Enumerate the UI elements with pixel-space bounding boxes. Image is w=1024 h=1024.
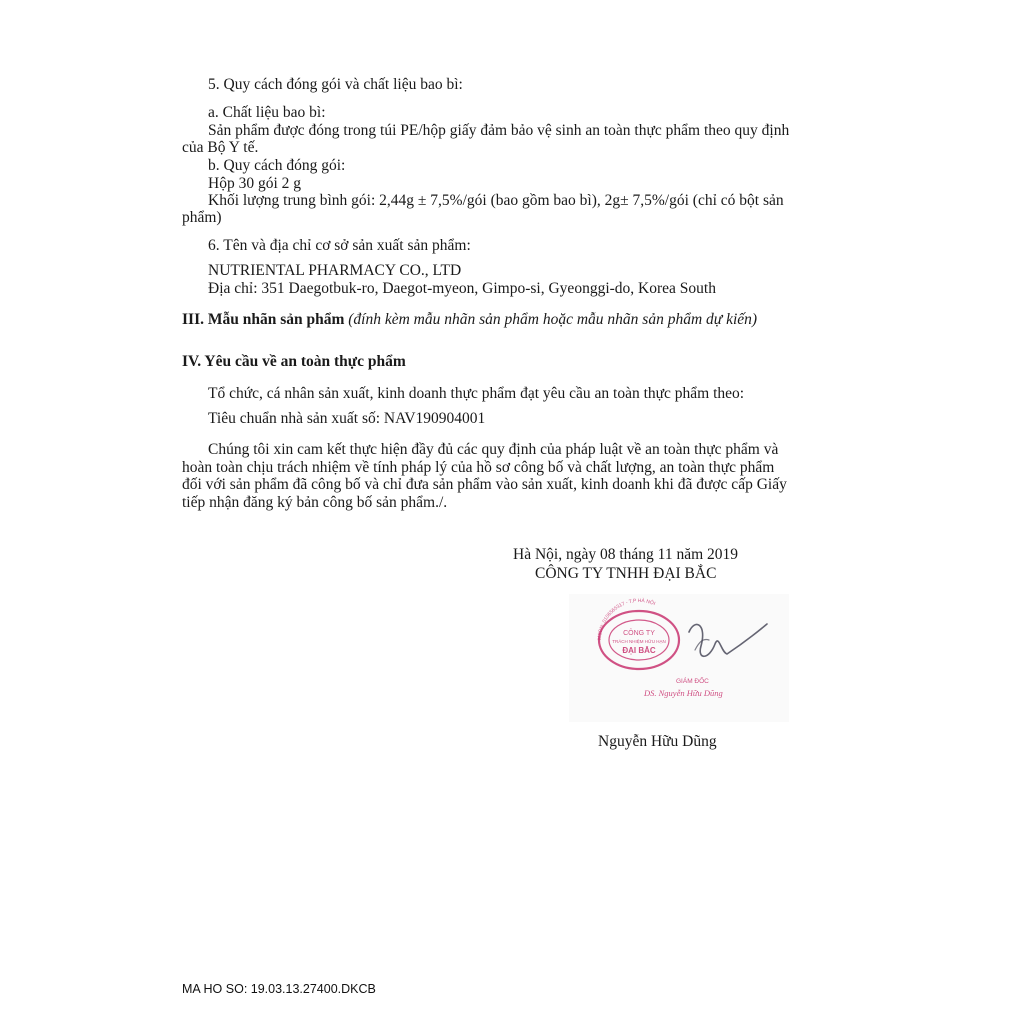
commitment-text-2: hoàn toàn chịu trách nhiệm về tính pháp lý của hồ sơ công bố và chất lượng, an toàn thực phẩm: [182, 459, 775, 476]
section-iii-note: (đính kèm mẫu nhãn sản phẩm hoặc mẫu nhãn sản phẩm dự kiến): [348, 311, 758, 328]
packaging-spec-weight-cont: phẩm): [182, 209, 222, 226]
commitment-text-3: đối với sản phẩm đã công bố và chỉ đưa sản phẩm vào sản xuất, kinh doanh khi đã được cấp Giấy: [182, 476, 787, 493]
place-and-date: Hà Nội, ngày 08 tháng 11 năm 2019: [513, 546, 738, 563]
manufacturer-standard: Tiêu chuẩn nhà sản xuất số: NAV190904001: [208, 410, 486, 427]
seal-line-1: CÔNG TY: [623, 630, 655, 637]
packaging-material-label: a. Chất liệu bao bì:: [208, 104, 326, 121]
director-title: GIÁM ĐỐC: [676, 678, 709, 685]
packaging-spec-label: b. Quy cách đóng gói:: [208, 157, 346, 174]
packaging-spec-box: Hộp 30 gói 2 g: [208, 175, 301, 192]
commitment-text-4: tiếp nhận đăng ký bản công bố sản phẩm./.: [182, 494, 448, 511]
director-script-name: DS. Nguyễn Hữu Dũng: [644, 688, 723, 698]
file-code: MA HO SO: 19.03.13.27400.DKCB: [182, 982, 376, 996]
manufacturer-address: Địa chỉ: 351 Daegotbuk-ro, Daegot-myeon, Gimpo-si, Gyeonggi-do, Korea South: [208, 280, 716, 297]
signing-company: CÔNG TY TNHH ĐẠI BẮC: [535, 565, 717, 582]
signature-stroke: [689, 624, 767, 656]
packaging-material-text-cont: của Bộ Y tế.: [182, 139, 259, 156]
company-seal-icon: [569, 594, 789, 722]
seal-line-3: ĐẠI BẮC: [622, 646, 656, 655]
seal-line-2: TRÁCH NHIỆM HỮU HẠN: [612, 639, 666, 644]
section-iii-line: [182, 311, 757, 328]
food-safety-requirement: Tổ chức, cá nhân sản xuất, kinh doanh thực phẩm đạt yêu cầu an toàn thực phẩm theo:: [208, 385, 745, 402]
manufacturer-name: NUTRIENTAL PHARMACY CO., LTD: [208, 262, 462, 279]
section-5-heading: 5. Quy cách đóng gói và chất liệu bao bì:: [208, 76, 463, 93]
section-6-heading: 6. Tên và địa chỉ cơ sở sản xuất sản phẩm:: [208, 237, 471, 254]
commitment-text-1: Chúng tôi xin cam kết thực hiện đầy đủ các quy định của pháp luật về an toàn thực phẩm và: [208, 441, 779, 458]
section-iv-heading: IV. Yêu cầu về an toàn thực phẩm: [182, 353, 406, 370]
seal-outer-text: MSDN: 0106565317 - T.P HÀ NỘI: [596, 597, 657, 641]
stamp-signature-image: [569, 594, 789, 722]
section-iii-heading: III. Mẫu nhãn sản phẩm: [182, 311, 345, 328]
packaging-material-text: Sản phẩm được đóng trong túi PE/hộp giấy đảm bảo vệ sinh an toàn thực phẩm theo quy định: [208, 122, 790, 139]
signer-name: Nguyễn Hữu Dũng: [598, 733, 717, 750]
packaging-spec-weight: Khối lượng trung bình gói: 2,44g ± 7,5%/gói (bao gồm bao bì), 2g± 7,5%/gói (chỉ có bột sản: [208, 192, 784, 209]
